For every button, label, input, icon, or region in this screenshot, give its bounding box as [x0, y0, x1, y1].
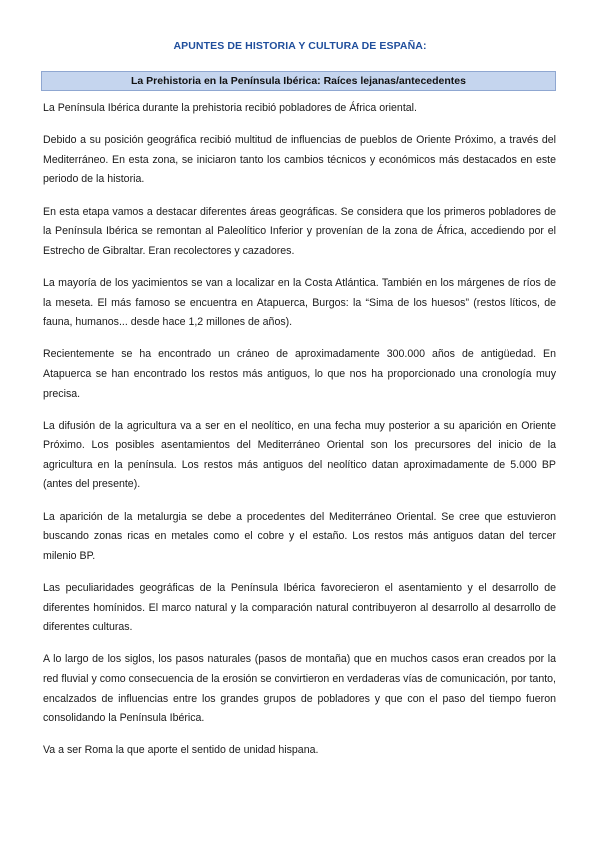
- paragraph-7: La aparición de la metalurgia se debe a procedentes del Mediterráneo Oriental. Se cree que estuvieron buscando zonas ricas en metales como el cobre y el estaño. Los restos más antiguos datan del tercer milenio BP.: [43, 510, 556, 562]
- paragraph-9: A lo largo de los siglos, los pasos naturales (pasos de montaña) que en muchos casos eran creados por la red fluvial y como consecuencia de la erosión se convirtieron en verdaderas vías de comunicación, por tanto, encalzados de influencias entre los grandes grupos de pobladores y que con el paso del tiempo fueron consolidando la Península Ibérica.: [43, 653, 556, 725]
- paragraph-3: En esta etapa vamos a destacar diferentes áreas geográficas. Se considera que los primeros pobladores de la Península Ibérica se remontan al Paleolítico Inferior y provenían de la zona de África, accediendo por el Estrecho de Gibraltar. Eran recolectores y cazadores.: [43, 205, 556, 257]
- paragraph-5: Recientemente se ha encontrado un cráneo de aproximadamente 300.000 años de antigüedad. En Atapuerca se han encontrado los restos más antiguos, lo que nos ha proporcionado una cronología muy precisa.: [43, 348, 556, 400]
- paragraph-2: Debido a su posición geográfica recibió multitud de influencias de pueblos de Oriente Próximo, a través del Mediterráneo. En esta zona, se iniciaron tanto los cambios técnicos y económicos más destacados en este periodo de la historia.: [43, 134, 556, 186]
- paragraph-1: La Península Ibérica durante la prehistoria recibió pobladores de África oriental.: [43, 102, 417, 114]
- document-title: APUNTES DE HISTORIA Y CULTURA DE ESPAÑA:: [173, 40, 427, 52]
- paragraph-8: Las peculiaridades geográficas de la Península Ibérica favorecieron el asentamiento y el desarrollo de diferentes homínidos. El marco natural y la comparación natural contribuyeron al desarrollo al desarrollo de diferentes culturas.: [43, 582, 556, 634]
- document-body: [43, 99, 556, 774]
- section-heading: La Prehistoria en la Península Ibérica: Raíces lejanas/antecedentes: [131, 75, 466, 87]
- paragraph-10: Va a ser Roma la que aporte el sentido de unidad hispana.: [43, 744, 319, 757]
- paragraph-4: La mayoría de los yacimientos se van a localizar en la Costa Atlántica. También en los márgenes de ríos de la meseta. El más famoso se encuentra en Atapuerca, Burgos: la “Sima de los huesos” (restos líticos, de fauna, humanos... desde hace 1,2 millones de años).: [43, 276, 556, 329]
- paragraph-6: La difusión de la agricultura va a ser en el neolítico, en una fecha muy posterior a su aparición en Oriente Próximo. Los posibles asentamientos del Mediterráneo Oriental son los precursores del inicio de la agricultura en la península. Los restos más antiguos del neolítico datan aproximadamente de 5.000 BP (antes del presente).: [43, 419, 556, 491]
- section-heading-banner: [41, 71, 556, 91]
